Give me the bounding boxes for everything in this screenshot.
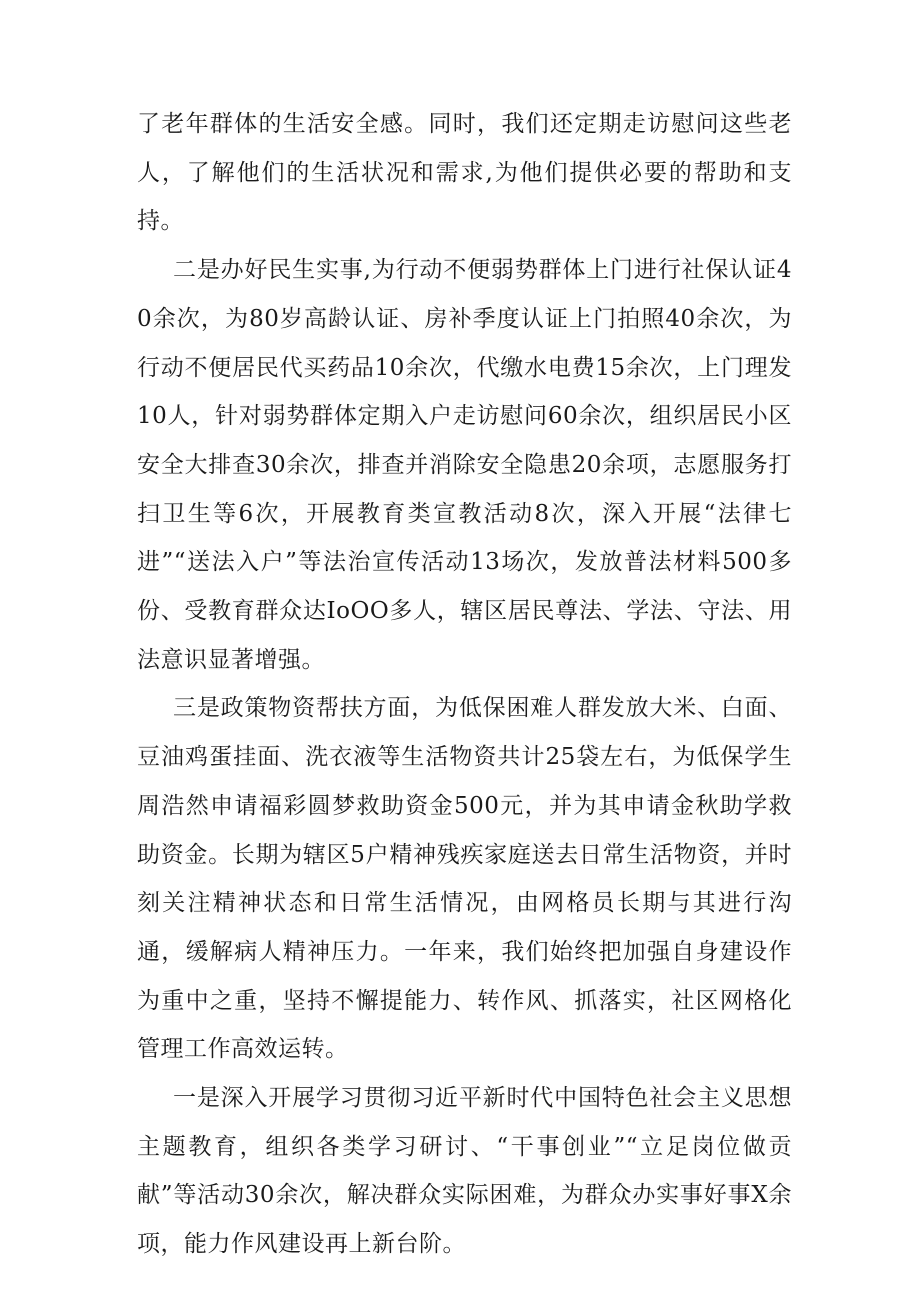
paragraph-elderly-safety: 了老年群体的生活安全感。同时，我们还定期走访慰问这些老人，了解他们的生活状况和需求,为他们提供必要的帮助和支持。 [137,111,792,235]
paragraph-policy-material-support: 三是政策物资帮扶方面，为低保困难人群发放大米、白面、豆油鸡蛋挂面、洗衣液等生活物资共计25袋左右，为低保学生周浩然申请福彩圆梦救助资金500元，并为其申请金秋助学救助资金。长期为辖区5户精神残疾家庭送去日常生活物资，并时刻关注精神状态和日常生活情况，由网格员长期与其进行沟通，缓解病人精神压力。一年来，我们始终把加强自身建设作为重中之重，坚持不懈提能力、转作风、抓落实，社区网格化管理工作高效运转。 [137,695,792,1063]
paragraph-study-education: 一是深入开展学习贯彻习近平新时代中国特色社会主义思想主题教育，组织各类学习研讨、“干事创业”“立足岗位做贡献”等活动30余次，解决群众实际困难，为群众办实事好事X余项，能力作风建设再上新台阶。 [137,1085,792,1258]
paragraph-livelihood-projects: 二是办好民生实事,为行动不便弱势群体上门进行社保认证40余次，为80岁高龄认证、房补季度认证上门拍照40余次，为行动不便居民代买药品10余次，代缴水电费15余次，上门理发10人，针对弱势群体定期入户走访慰问60余次，组织居民小区安全大排查30余次，排查并消除安全隐患20余项，志愿服务打扫卫生等6次，开展教育类宣教活动8次，深入开展“法律七进”“送法入户”等法治宣传活动13场次，发放普法材料500多份、受教育群众达IoOO多人，辖区居民尊法、学法、守法、用法意识显著增强。 [137,257,792,673]
